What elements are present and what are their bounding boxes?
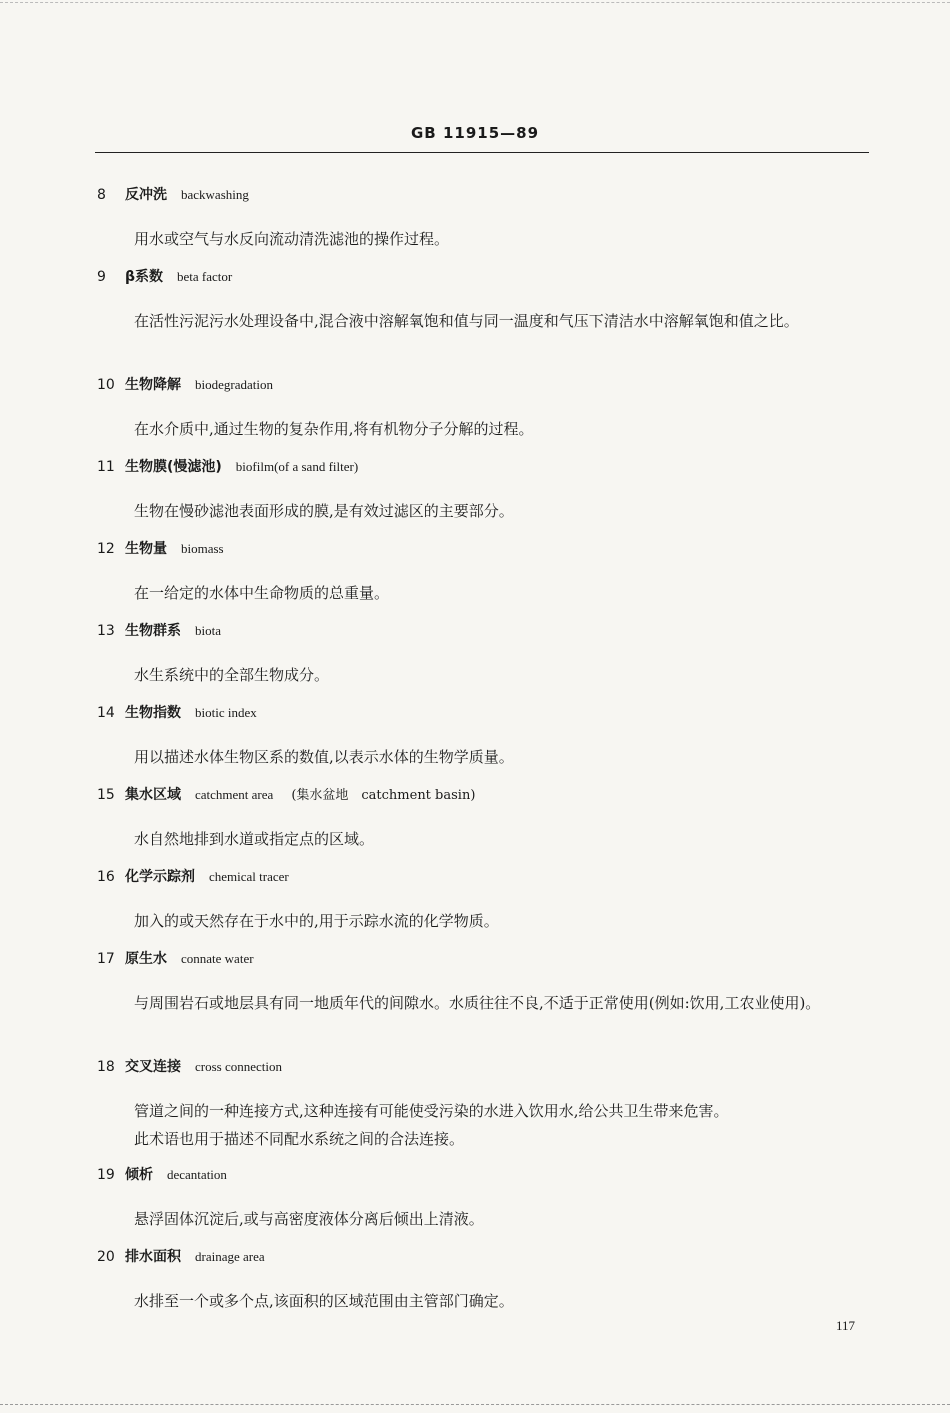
term-english: cross connection [195, 1059, 283, 1074]
term-number: 13 [97, 623, 115, 639]
term-chinese: 排水面积 [125, 1249, 181, 1265]
term-definition: 加入的或天然存在于水中的,用于示踪水流的化学物质。 [134, 912, 499, 930]
term-definition: 在活性污泥污水处理设备中,混合液中溶解氧饱和值与同一温度和气压下清洁水中溶解氧饱和值之比。 [134, 312, 799, 330]
term-definition: 在一给定的水体中生命物质的总重量。 [134, 584, 390, 602]
term-entry [97, 1056, 872, 1153]
term-english: catchment area [195, 787, 274, 802]
term-chinese: 原生水 [125, 951, 167, 967]
term-number: 11 [97, 459, 115, 475]
term-definition: 水排至一个或多个点,该面积的区域范围由主管部门确定。 [134, 1292, 514, 1310]
term-definition: 悬浮固体沉淀后,或与高密度液体分离后倾出上清液。 [134, 1210, 484, 1228]
term-chinese: 生物指数 [125, 705, 181, 721]
term-definition: 水生系统中的全部生物成分。 [134, 666, 330, 684]
term-number: 8 [97, 187, 106, 203]
term-definition: 用以描述水体生物区系的数值,以表示水体的生物学质量。 [134, 748, 514, 766]
term-number: 19 [97, 1167, 115, 1183]
header-rule [95, 152, 869, 153]
term-chinese: 生物量 [125, 541, 167, 557]
term-number: 15 [97, 787, 115, 803]
term-chinese: 交叉连接 [125, 1059, 181, 1075]
term-chinese: 生物膜(慢滤池) [125, 459, 222, 475]
term-chinese: 化学示踪剂 [125, 869, 195, 885]
term-definition: 生物在慢砂滤池表面形成的膜,是有效过滤区的主要部分。 [134, 502, 514, 520]
term-number: 16 [97, 869, 115, 885]
scan-edge-top [0, 2, 950, 3]
term-definition: 管道之间的一种连接方式,这种连接有可能使受污染的水进入饮用水,给公共卫生带来危害。 [134, 1102, 729, 1120]
term-chinese: 倾析 [125, 1167, 153, 1183]
term-definition: 与周围岩石或地层具有同一地质年代的间隙水。水质往往不良,不适于正常使用(例如:饮用,工农业使用)。 [134, 994, 821, 1012]
scan-edge-bottom [0, 1404, 950, 1405]
term-english: biotic index [195, 705, 257, 720]
term-number: 14 [97, 705, 115, 721]
page-number: 117 [835, 1318, 855, 1333]
term-english: biodegradation [195, 377, 273, 392]
term-definition-continued: 此术语也用于描述不同配水系统之间的合法连接。 [134, 1130, 465, 1148]
term-number: 10 [97, 377, 115, 393]
term-english: biomass [181, 541, 224, 556]
term-entry [97, 866, 872, 935]
term-english: drainage area [195, 1249, 265, 1264]
term-entry [97, 948, 872, 1017]
term-english: chemical tracer [209, 869, 289, 884]
term-chinese: 生物群系 [125, 623, 181, 639]
term-definition: 在水介质中,通过生物的复杂作用,将有机物分子分解的过程。 [134, 420, 534, 438]
term-entry [97, 1246, 872, 1315]
term-english: biofilm(of a sand filter) [235, 459, 359, 474]
term-entry [97, 702, 872, 771]
page-header: GB 11915—89 [410, 124, 540, 142]
term-entry [97, 1164, 872, 1233]
term-entry [97, 266, 872, 335]
term-alternate: (集水盆地 catchment basin) [291, 788, 476, 803]
term-entry [97, 184, 872, 253]
term-english: biota [195, 623, 221, 638]
term-definition: 水自然地排到水道或指定点的区域。 [134, 830, 375, 848]
term-entry [97, 620, 872, 689]
term-number: 9 [97, 269, 106, 285]
term-number: 20 [97, 1249, 115, 1265]
term-entry [97, 538, 872, 607]
term-definition: 用水或空气与水反向流动清洗滤池的操作过程。 [134, 230, 450, 248]
term-number: 18 [97, 1059, 115, 1075]
term-english: backwashing [181, 187, 249, 202]
term-entry [97, 784, 872, 853]
term-chinese: β系数 [125, 269, 164, 285]
term-entry [97, 456, 872, 525]
term-chinese: 反冲洗 [125, 187, 167, 203]
term-chinese: 生物降解 [125, 377, 181, 393]
term-english: beta factor [177, 269, 233, 284]
term-english: connate water [181, 951, 254, 966]
term-english: decantation [167, 1167, 227, 1182]
term-chinese: 集水区域 [125, 787, 181, 803]
term-number: 12 [97, 541, 115, 557]
term-number: 17 [97, 951, 115, 967]
term-entry [97, 374, 872, 443]
